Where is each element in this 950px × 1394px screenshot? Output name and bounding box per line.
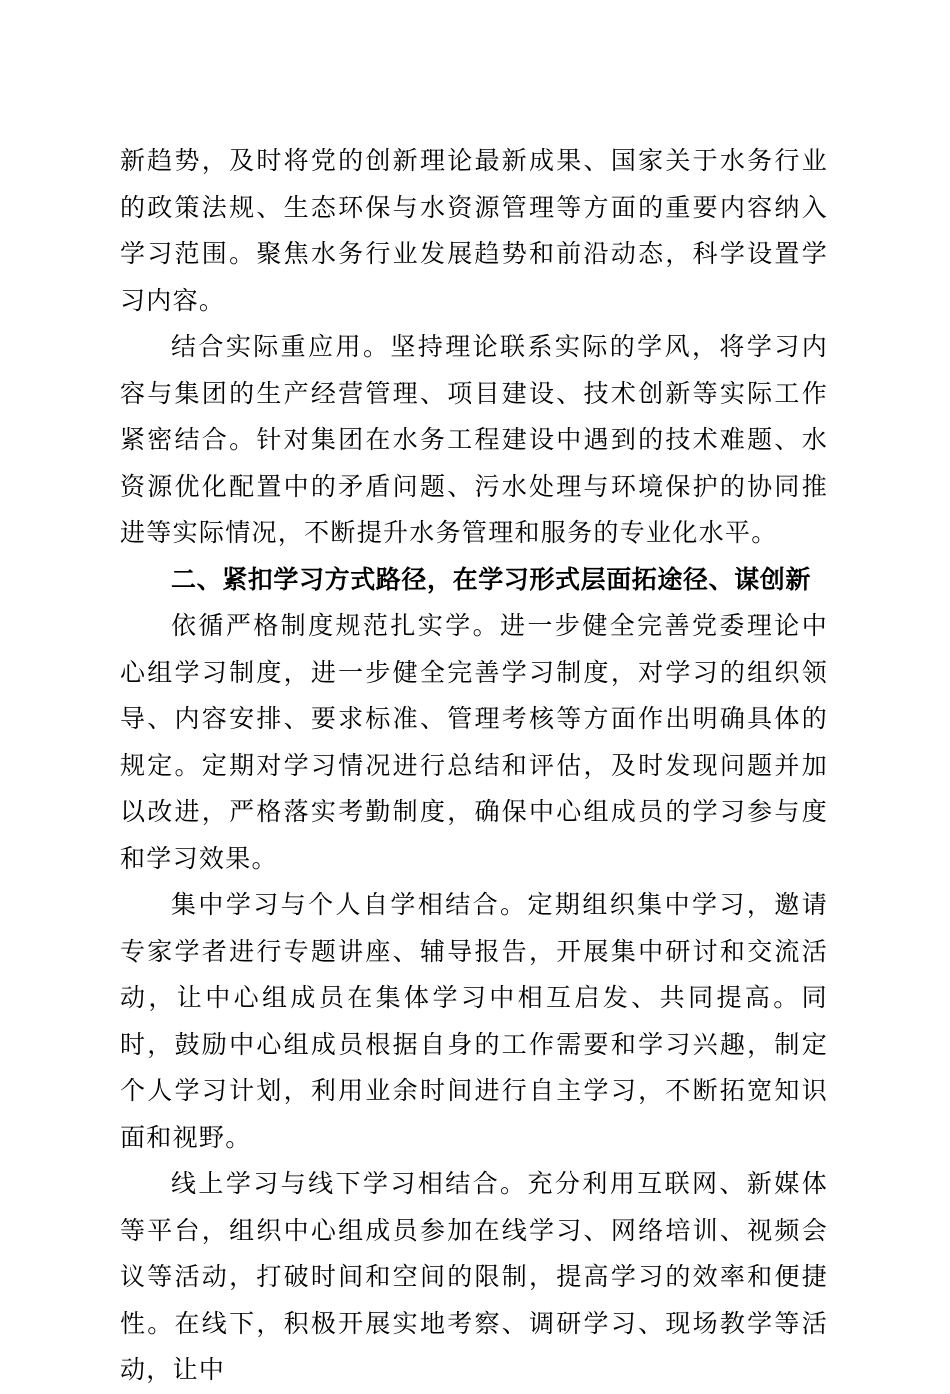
paragraph-continuation: 新趋势，及时将党的创新理论最新成果、国家关于水务行业的政策法规、生态环保与水资源管理等方面的重要内容纳入学习范围。聚焦水务行业发展趋势和前沿动态，科学设置学习内容。 — [120, 146, 828, 315]
section-heading-2: 二、紧扣学习方式路径，在学习形式层面拓途径、谋创新 — [171, 564, 812, 594]
document-page — [120, 138, 828, 1394]
paragraph-collective-self-study: 集中学习与个人自学相结合。定期组织集中学习，邀请专家学者进行专题讲座、辅导报告，开展集中研讨和交流活动，让中心组成员在集体学习中相互启发、共同提高。同时，鼓励中心组成员根据自身的工作需要和学习兴趣，制定个人学习计划，利用业余时间进行自主学习，不断拓宽知识面和视野。 — [120, 890, 828, 1152]
paragraph-institutional-study: 依循严格制度规范扎实学。进一步健全完善党委理论中心组学习制度，进一步健全完善学习制度，对学习的组织领导、内容安排、要求标准、管理考核等方面作出明确具体的规定。定期对学习情况进行总结和评估，及时发现问题并加以改进，严格落实考勤制度，确保中心组成员的学习参与度和学习效果。 — [120, 611, 828, 873]
paragraph-online-offline: 线上学习与线下学习相结合。充分利用互联网、新媒体等平台，组织中心组成员参加在线学习、网络培训、视频会议等活动，打破时间和空间的限制，提高学习的效率和便捷性。在线下，积极开展实地考察、调研学习、现场教学等活动，让中 — [120, 1169, 828, 1384]
paragraph-practice-application: 结合实际重应用。坚持理论联系实际的学风，将学习内容与集团的生产经营管理、项目建设、技术创新等实际工作紧密结合。针对集团在水务工程建设中遇到的技术难题、水资源优化配置中的矛盾问题、污水处理与环境保护的协同推进等实际情况，不断提升水务管理和服务的专业化水平。 — [120, 332, 828, 547]
